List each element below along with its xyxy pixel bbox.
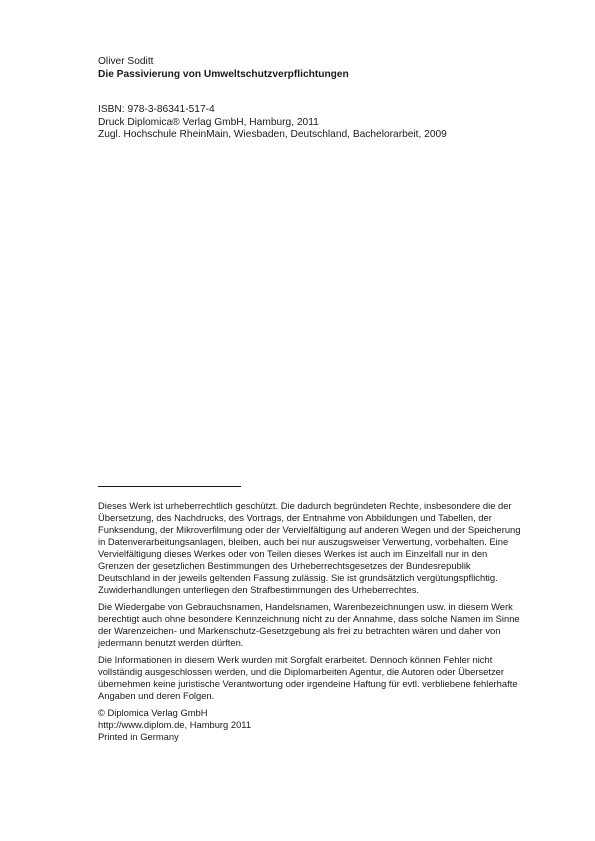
isbn: ISBN: 978-3-86341-517-4 [98, 104, 215, 115]
publisher-imprint [98, 707, 523, 743]
thesis-info: Zugl. Hochschule RheinMain, Wiesbaden, Deutschland, Bachelorarbeit, 2009 [98, 129, 447, 140]
trademark-paragraph: Die Wiedergabe von Gebrauchsnamen, Handelsnamen, Warenbezeichnungen usw. in diesem Werk berechtigt auch ohne besondere Kennzeichnung nicht zu der Annahme, dass solche Namen im Sinne der Warenzeichen- und Markenschutz-Gesetzgebung als frei zu betrachten wären und daher von jedermann benutzt werden dürften. [98, 601, 520, 648]
printed-line: Printed in Germany [98, 731, 179, 742]
website-line: http://www.diplom.de, Hamburg 2011 [98, 719, 252, 730]
book-title: Die Passivierung von Umweltschutzverpflichtungen [98, 68, 349, 80]
publication-info [98, 104, 518, 142]
separator-rule [98, 486, 241, 487]
copyright-paragraph: Dieses Werk ist urheberrechtlich geschützt. Die dadurch begründeten Rechte, insbesondere die der Übersetzung, des Nachdrucks, des Vortrags, der Entnahme von Abbildungen und Tabellen, der Funksendung, der Mikroverfilmung oder der Vervielfältigung auf anderen Wegen und der Speicherung in Datenverarbeitungsanlagen, bleiben, auch bei nur auszugsweiser Verwertung, vorbehalten. Eine Vervielfältigung dieses Werkes oder von Teilen dieses Werkes ist auch im Einzelfall nur in den Grenzen der gesetzlichen Bestimmungen des Urheberrechtsgesetzes der Bundesrepublik Deutschland in der jeweils geltenden Fassung zulässig. Sie ist grundsätzlich vergütungspflichtig. Zuwiderhandlungen unterliegen den Strafbestimmungen des Urheberrechtes. [98, 500, 521, 595]
copyright-line: © Diplomica Verlag GmbH [98, 707, 208, 718]
author-name: Oliver Soditt [98, 56, 154, 67]
legal-notice [98, 500, 523, 743]
liability-paragraph: Die Informationen in diesem Werk wurden mit Sorgfalt erarbeitet. Dennoch können Fehler nicht vollständig ausgeschlossen werden, und die Diplomarbeiten Agentur, die Autoren oder Übersetzer übernehmen keine juristische Verantwortung oder irgendeine Haftung für evtl. verbliebene fehlerhafte Angaben und deren Folgen. [98, 654, 518, 701]
print-info: Druck Diplomica® Verlag GmbH, Hamburg, 2011 [98, 116, 319, 128]
title-block [98, 56, 518, 81]
